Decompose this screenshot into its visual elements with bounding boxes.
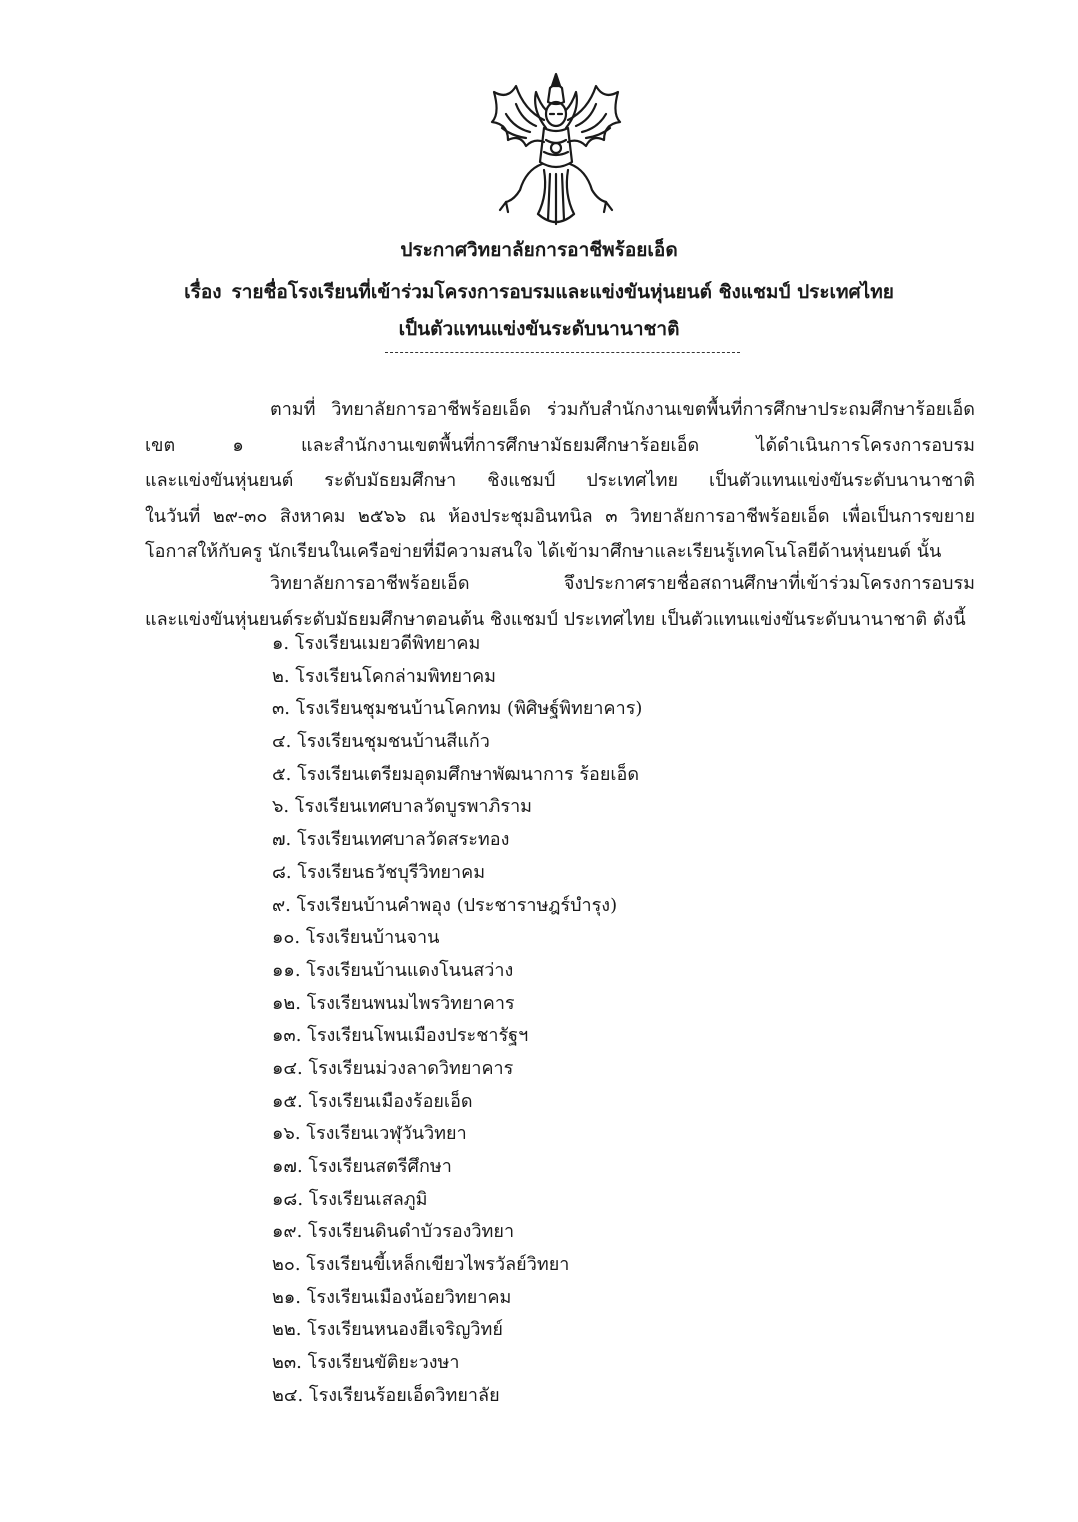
list-item: ๒๐. โรงเรียนขี้เหล็กเขียวไพรวัลย์วิทยา — [272, 1254, 570, 1276]
list-item: ๒. โรงเรียนโคกล่ามพิทยาคม — [272, 665, 497, 687]
subject-prefix: เรื่อง — [184, 281, 222, 303]
list-item: ๑๒. โรงเรียนพนมไพรวิทยาคาร — [272, 992, 515, 1014]
announcement-subject-line2: เป็นตัวแทนแข่งขันระดับนานาชาติ — [398, 318, 680, 340]
list-item: ๑๘. โรงเรียนเสลภูมิ — [272, 1188, 428, 1210]
garuda-emblem-icon — [486, 70, 626, 230]
list-item: ๑๗. โรงเรียนสตรีศึกษา — [272, 1156, 452, 1177]
subject-text: รายชื่อโรงเรียนที่เข้าร่วมโครงการอบรมและแข่งขันหุ่นยนต์ ชิงแชมป์ ประเทศไทย — [231, 281, 894, 303]
list-item: ๑๑. โรงเรียนบ้านแดงโนนสว่าง — [272, 959, 514, 981]
paragraph-line: วิทยาลัยการอาชีพร้อยเอ็ด จึงประกาศรายชื่อสถานศึกษาที่เข้าร่วมโครงการอบรม — [270, 573, 975, 594]
list-item: ๘. โรงเรียนธวัชบุรีวิทยาคม — [272, 861, 486, 883]
list-item: ๑. โรงเรียนเมยวดีพิทยาคม — [272, 633, 481, 654]
announcement-title: ประกาศวิทยาลัยการอาชีพร้อยเอ็ด — [400, 239, 678, 261]
list-item: ๒๑. โรงเรียนเมืองน้อยวิทยาคม — [272, 1286, 512, 1308]
list-item: ๑๓. โรงเรียนโพนเมืองประชารัฐฯ — [272, 1025, 529, 1047]
list-item: ๑๐. โรงเรียนบ้านจาน — [272, 927, 440, 949]
list-item: ๗. โรงเรียนเทศบาลวัดสระทอง — [272, 829, 510, 851]
list-item: ๒๓. โรงเรียนขัติยะวงษา — [272, 1352, 460, 1374]
paragraph-line: ตามที่ วิทยาลัยการอาชีพร้อยเอ็ด ร่วมกับสำนักงานเขตพื้นที่การศึกษาประถมศึกษาร้อยเอ็ด — [270, 399, 975, 420]
list-item: ๑๙. โรงเรียนดินดำบัวรองวิทยา — [272, 1221, 515, 1243]
announcement-subject — [0, 278, 1078, 306]
list-item: ๔. โรงเรียนชุมชนบ้านสีแก้ว — [272, 731, 490, 753]
list-item: ๖. โรงเรียนเทศบาลวัดบูรพาภิราม — [272, 796, 533, 818]
list-item: ๑๖. โรงเรียนเวฬุวันวิทยา — [272, 1123, 467, 1145]
paragraph-line: และแข่งขันหุ่นยนต์ระดับมัธยมศึกษาตอนต้น ชิงแชมป์ ประเทศไทย เป็นตัวแทนแข่งขันระดับนานาชาติ ดังนี้ — [145, 608, 966, 630]
list-item: ๕. โรงเรียนเตรียมอุดมศึกษาพัฒนาการ ร้อยเอ็ด — [272, 763, 640, 785]
list-item: ๑๔. โรงเรียนม่วงลาดวิทยาคาร — [272, 1057, 514, 1079]
list-item: ๑๕. โรงเรียนเมืองร้อยเอ็ด — [272, 1090, 473, 1112]
dashed-divider — [385, 352, 740, 353]
list-item: ๒๒. โรงเรียนหนองฮีเจริญวิทย์ — [272, 1319, 503, 1341]
list-item: ๒๔. โรงเรียนร้อยเอ็ดวิทยาลัย — [272, 1384, 500, 1406]
paragraph-line: ในวันที่ ๒๙-๓๐ สิงหาคม ๒๕๖๖ ณ ห้องประชุมอินทนิล ๓ วิทยาลัยการอาชีพร้อยเอ็ด เพื่อเป็นการขยาย — [145, 505, 975, 527]
school-list — [272, 628, 642, 1413]
list-item: ๙. โรงเรียนบ้านคำพอุง (ประชาราษฎร์บำรุง) — [272, 894, 618, 916]
list-item: ๓. โรงเรียนชุมชนบ้านโคกทม (พิศิษฐ์พิทยาคาร) — [272, 698, 643, 720]
paragraph-line: เขต ๑ และสำนักงานเขตพื้นที่การศึกษามัธยมศึกษาร้อยเอ็ด ได้ดำเนินการโครงการอบรม — [145, 434, 975, 456]
intro-paragraph — [145, 392, 975, 570]
announcement-paragraph — [145, 566, 975, 637]
paragraph-line: และแข่งขันหุ่นยนต์ ระดับมัธยมศึกษา ชิงแชมป์ ประเทศไทย เป็นตัวแทนแข่งขันระดับนานาชาติ — [145, 470, 975, 491]
paragraph-line: โอกาสให้กับครู นักเรียนในเครือข่ายที่มีความสนใจ ได้เข้ามาศึกษาและเรียนรู้เทคโนโลยีด้านหุ่นยนต์ นั้น — [145, 541, 942, 562]
